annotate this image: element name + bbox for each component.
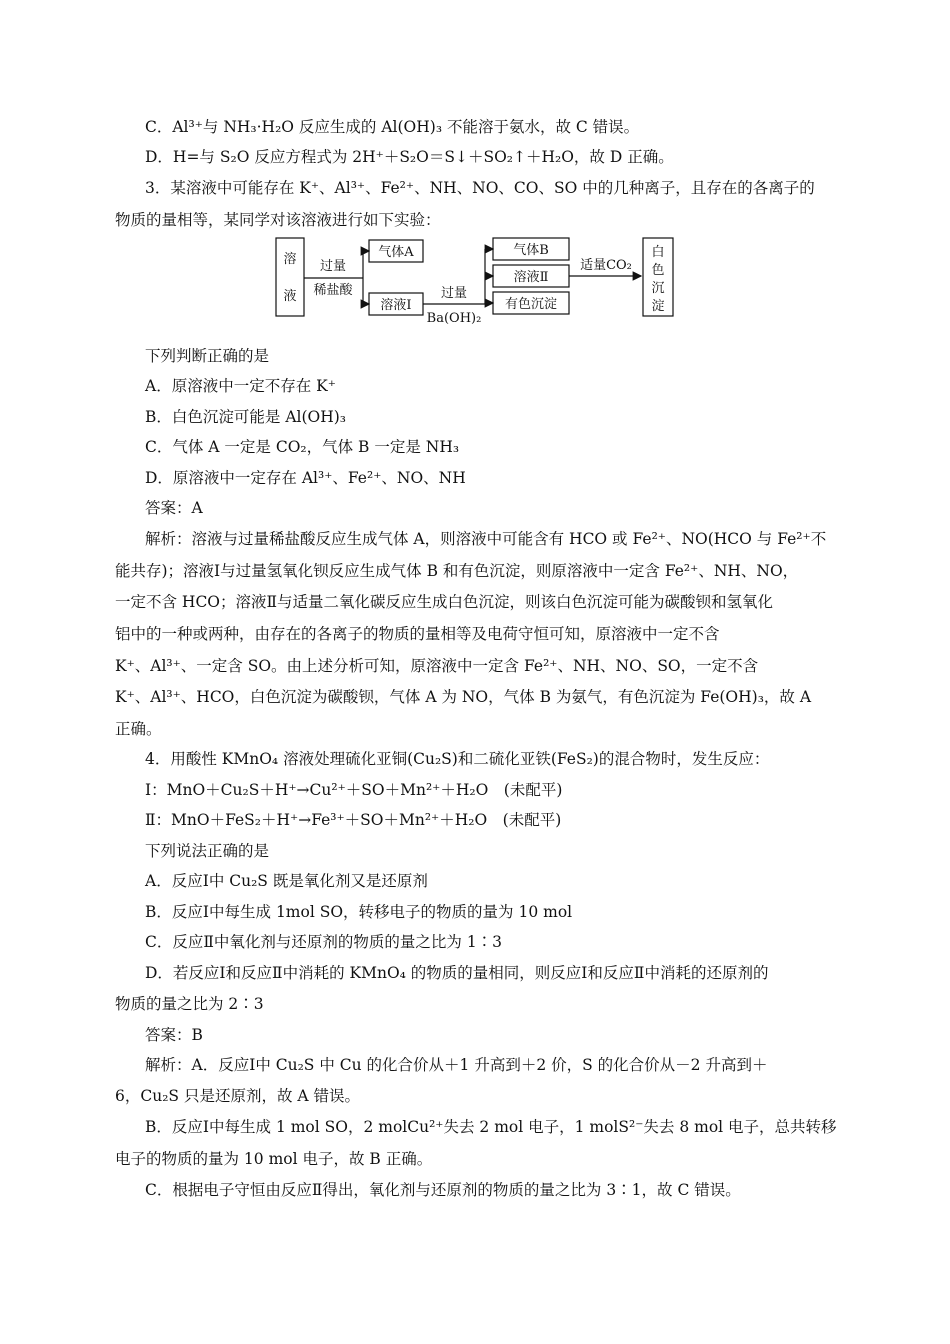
q4-option-d-line-1: D．若反应Ⅰ和反应Ⅱ中消耗的 KMnO₄ 的物质的量相同，则反应Ⅰ和反应Ⅱ中消耗的还原剂的 [145,964,769,982]
flow-start-top: 溶 [283,252,297,267]
reaction-1: Ⅰ：MnO＋Cu₂S＋H⁺→Cu²⁺＋SO＋Mn²⁺＋H₂O (未配平) [145,781,563,799]
gas-a-box: 气体A [378,245,414,260]
option-c: C．气体 A 一定是 CO₂，气体 B 一定是 NH₃ [145,438,460,456]
experiment-flow-diagram [275,236,677,328]
line-2: D．H=与 S₂O 反应方程式为 2H⁺＋S₂O＝S↓＋SO₂↑＋H₂O，故 D 正确。 [145,148,674,166]
question-3-line-1: 3．某溶液中可能存在 K⁺、Al³⁺、Fe²⁺、NH、NO、CO、SO 中的几种离子，且存在的各离子的 [145,179,815,197]
option-b: B．白色沉淀可能是 Al(OH)₃ [145,408,347,426]
reagent-1-top: 过量 [319,259,347,274]
analysis-4-line-2: 6，Cu₂S 只是还原剂，故 A 错误。 [115,1087,361,1105]
white-precipitate-char-3: 沉 [651,281,665,296]
solution-1-box: 溶液Ⅰ [380,298,412,313]
white-precipitate-char-2: 色 [651,263,665,278]
analysis-3-line-5: K⁺、Al³⁺、一定含 SO。由上述分析可知，原溶液中一定含 Fe²⁺、NH、NO、SO，一定不含 [115,657,759,675]
solution-2-box: 溶液Ⅱ [513,270,549,285]
reagent-2-top: 过量 [440,286,468,301]
reaction-2: Ⅱ：MnO＋FeS₂＋H⁺→Fe³⁺＋SO＋Mn²⁺＋H₂O (未配平) [145,811,562,829]
analysis-3-line-4: 铝中的一种或两种，由存在的各离子的物质的量相等及电荷守恒可知，原溶液中一定不含 [115,625,720,643]
answer-3: 答案：A [145,499,203,517]
q4-option-d-line-2: 物质的量之比为 2∶3 [115,995,264,1013]
analysis-4-line-5: C．根据电子守恒由反应Ⅱ得出，氧化剂与还原剂的物质的量之比为 3∶1，故 C 错误。 [145,1181,741,1199]
q4-option-c: C．反应Ⅱ中氧化剂与还原剂的物质的量之比为 1∶3 [145,933,503,951]
white-precipitate-char-4: 淀 [651,299,665,314]
analysis-4-line-4: 电子的物质的量为 10 mol 电子，故 B 正确。 [115,1150,433,1168]
gas-b-box: 气体B [513,243,549,258]
colored-precipitate-box: 有色沉淀 [504,297,558,312]
analysis-3-line-3: 一定不含 HCO；溶液Ⅱ与适量二氧化碳反应生成白色沉淀，则该白色沉淀可能为碳酸钡和氢氧化 [115,593,774,611]
q4-option-b: B．反应Ⅰ中每生成 1mol SO，转移电子的物质的量为 10 mol [145,903,573,921]
question-3-line-2: 物质的量相等，某同学对该溶液进行如下实验： [115,211,441,229]
option-a: A．原溶液中一定不存在 K⁺ [145,377,336,395]
judgement-prompt: 下列判断正确的是 [145,347,270,365]
analysis-4-line-1: 解析：A．反应Ⅰ中 Cu₂S 中 Cu 的化合价从＋1 升高到＋2 价，S 的化合价从－2 升高到＋ [145,1056,768,1074]
flow-start-bottom: 液 [283,289,297,304]
option-d: D．原溶液中一定存在 Al³⁺、Fe²⁺、NO、NH [145,469,466,487]
q4-option-a: A．反应Ⅰ中 Cu₂S 既是氧化剂又是还原剂 [145,872,428,890]
answer-4: 答案：B [145,1026,203,1044]
analysis-3-line-1: 解析：溶液与过量稀盐酸反应生成气体 A，则溶液中可能含有 HCO 或 Fe²⁺、NO(HCO 与 Fe²⁺不 [145,530,827,548]
reagent-1-bottom: 稀盐酸 [313,283,353,298]
reagent-2-bottom: Ba(OH)₂ [426,311,482,326]
reagent-3: 适量CO₂ [580,258,632,273]
question-4-line-1: 4．用酸性 KMnO₄ 溶液处理硫化亚铜(Cu₂S)和二硫化亚铁(FeS₂)的混合物时，发生反应： [145,750,770,768]
analysis-4-line-3: B．反应Ⅰ中每生成 1 mol SO，2 molCu²⁺失去 2 mol 电子，1 molS²⁻失去 8 mol 电子，总共转移 [145,1118,837,1136]
analysis-3-line-7: 正确。 [115,720,162,738]
line-1: C．Al³⁺与 NH₃·H₂O 反应生成的 Al(OH)₃ 不能溶于氨水，故 C 错误。 [145,118,640,136]
analysis-3-line-6: K⁺、Al³⁺、HCO，白色沉淀为碳酸钡，气体 A 为 NO，气体 B 为氨气，有色沉淀为 Fe(OH)₃，故 A [115,688,812,706]
white-precipitate-char-1: 白 [651,245,665,260]
correct-statement-prompt: 下列说法正确的是 [145,842,270,860]
analysis-3-line-2: 能共存)；溶液Ⅰ与过量氢氧化钡反应生成气体 B 和有色沉淀，则原溶液中一定含 Fe²⁺、NH、NO， [115,562,799,580]
